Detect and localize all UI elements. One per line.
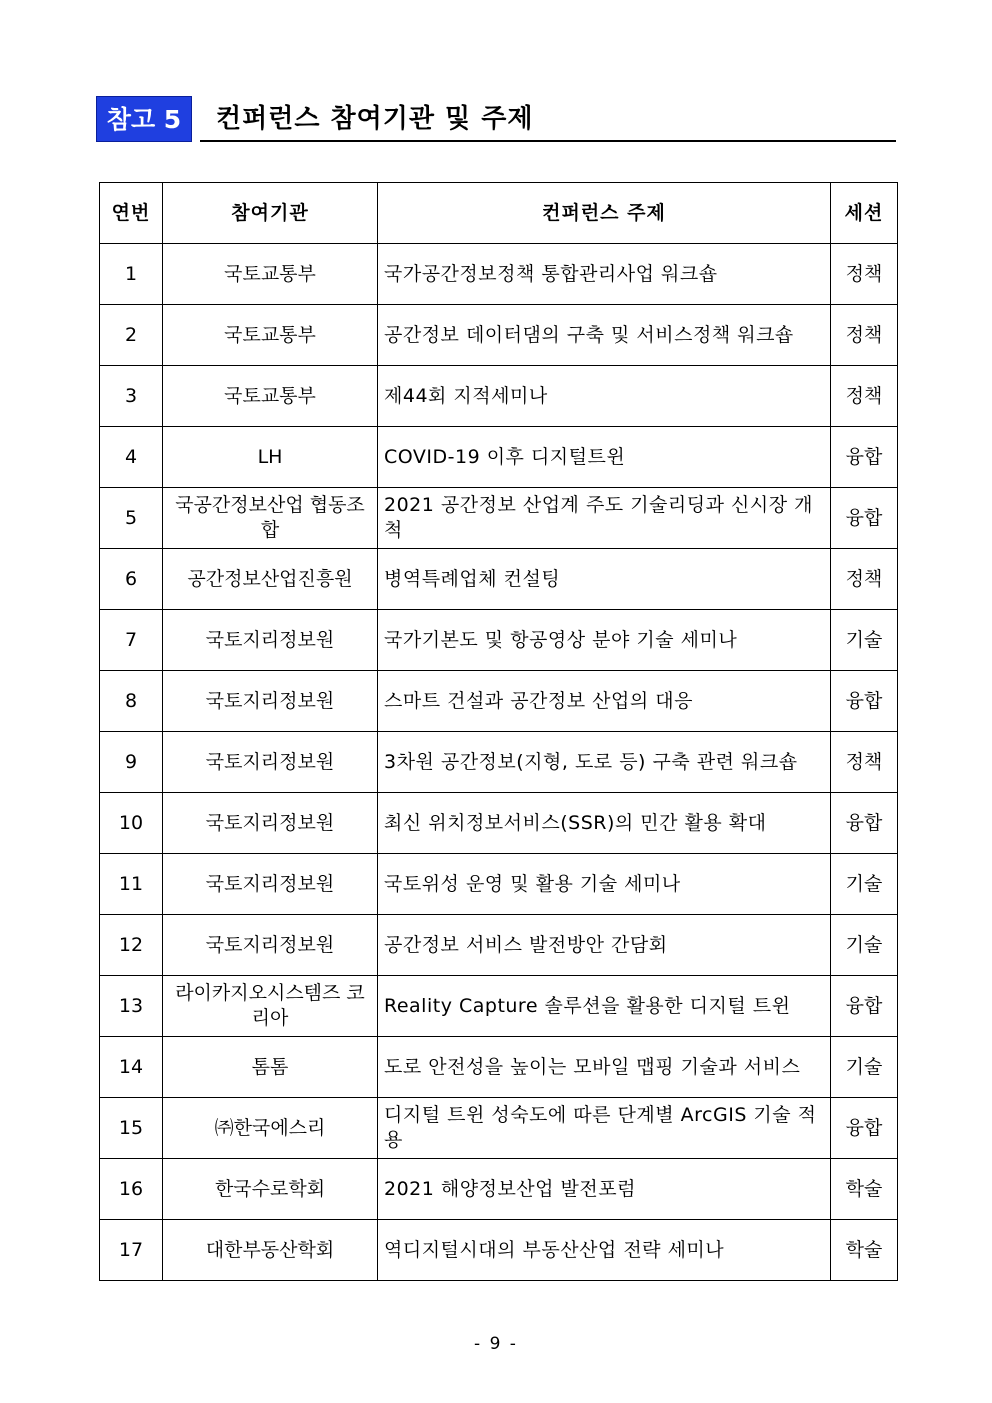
row-topic: 국가기본도 및 항공영상 분야 기술 세미나 — [378, 610, 831, 671]
table-row — [100, 976, 898, 1037]
table-row — [100, 915, 898, 976]
row-number: 11 — [100, 854, 163, 915]
row-number: 2 — [100, 305, 163, 366]
conference-table — [99, 182, 898, 1281]
column-header-session: 세션 — [831, 183, 898, 244]
row-number: 6 — [100, 549, 163, 610]
row-topic: 도로 안전성을 높이는 모바일 맵핑 기술과 서비스 — [378, 1037, 831, 1098]
row-number: 8 — [100, 671, 163, 732]
table-row — [100, 366, 898, 427]
row-session: 정책 — [831, 366, 898, 427]
row-topic: 국가공간정보정책 통합관리사업 워크숍 — [378, 244, 831, 305]
row-session: 융합 — [831, 488, 898, 549]
row-topic: 제44회 지적세미나 — [378, 366, 831, 427]
row-session: 기술 — [831, 854, 898, 915]
table-row — [100, 854, 898, 915]
row-session: 기술 — [831, 915, 898, 976]
row-session: 기술 — [831, 1037, 898, 1098]
row-session: 정책 — [831, 732, 898, 793]
row-organization: 국공간정보산업 협동조합 — [163, 488, 378, 549]
column-header-no: 연번 — [100, 183, 163, 244]
row-organization: 한국수로학회 — [163, 1159, 378, 1220]
row-topic: 역디지털시대의 부동산산업 전략 세미나 — [378, 1220, 831, 1281]
table-row — [100, 549, 898, 610]
row-organization: 국토지리정보원 — [163, 854, 378, 915]
row-organization: 톰톰 — [163, 1037, 378, 1098]
table-row — [100, 1037, 898, 1098]
row-session: 학술 — [831, 1220, 898, 1281]
page-title: 컨퍼런스 참여기관 및 주제 — [216, 104, 534, 134]
row-topic: 2021 공간정보 산업계 주도 기술리딩과 신시장 개척 — [378, 488, 831, 549]
table-row — [100, 1159, 898, 1220]
row-topic: 공간정보 서비스 발전방안 간담회 — [378, 915, 831, 976]
section-header — [96, 96, 896, 144]
table-row — [100, 1220, 898, 1281]
row-topic: 디지털 트윈 성숙도에 따른 단계별 ArcGIS 기술 적용 — [378, 1098, 831, 1159]
page-number: - 9 - — [474, 1334, 518, 1354]
table-row — [100, 732, 898, 793]
row-number: 17 — [100, 1220, 163, 1281]
row-session: 융합 — [831, 427, 898, 488]
row-topic: COVID-19 이후 디지털트윈 — [378, 427, 831, 488]
table-row — [100, 671, 898, 732]
row-organization: 국토지리정보원 — [163, 610, 378, 671]
row-number: 9 — [100, 732, 163, 793]
row-organization: 국토지리정보원 — [163, 732, 378, 793]
table-row — [100, 427, 898, 488]
table-row — [100, 305, 898, 366]
row-organization: ㈜한국에스리 — [163, 1098, 378, 1159]
row-session: 융합 — [831, 976, 898, 1037]
row-topic: 3차원 공간정보(지형, 도로 등) 구축 관련 워크숍 — [378, 732, 831, 793]
table-body — [100, 244, 898, 1281]
row-organization: 국토지리정보원 — [163, 915, 378, 976]
row-number: 14 — [100, 1037, 163, 1098]
column-header-topic: 컨퍼런스 주제 — [378, 183, 831, 244]
row-number: 12 — [100, 915, 163, 976]
row-number: 13 — [100, 976, 163, 1037]
row-number: 15 — [100, 1098, 163, 1159]
row-session: 융합 — [831, 671, 898, 732]
row-number: 10 — [100, 793, 163, 854]
table-row — [100, 1098, 898, 1159]
table-header-row — [100, 183, 898, 244]
row-session: 기술 — [831, 610, 898, 671]
title-underline — [200, 140, 896, 142]
row-number: 5 — [100, 488, 163, 549]
row-topic: 병역특례업체 컨설팅 — [378, 549, 831, 610]
row-number: 16 — [100, 1159, 163, 1220]
row-session: 정책 — [831, 244, 898, 305]
row-organization: 국토교통부 — [163, 244, 378, 305]
row-topic: Reality Capture 솔루션을 활용한 디지털 트윈 — [378, 976, 831, 1037]
table-row — [100, 793, 898, 854]
row-organization: 국토교통부 — [163, 366, 378, 427]
table-row — [100, 610, 898, 671]
row-organization: LH — [163, 427, 378, 488]
row-session: 정책 — [831, 549, 898, 610]
column-header-org: 참여기관 — [163, 183, 378, 244]
row-session: 정책 — [831, 305, 898, 366]
row-session: 학술 — [831, 1159, 898, 1220]
row-topic: 공간정보 데이터댐의 구축 및 서비스정책 워크숍 — [378, 305, 831, 366]
row-number: 3 — [100, 366, 163, 427]
row-session: 융합 — [831, 793, 898, 854]
row-organization: 대한부동산학회 — [163, 1220, 378, 1281]
row-number: 4 — [100, 427, 163, 488]
row-session: 융합 — [831, 1098, 898, 1159]
table-row — [100, 488, 898, 549]
row-organization: 국토지리정보원 — [163, 671, 378, 732]
row-organization: 국토교통부 — [163, 305, 378, 366]
table-row — [100, 244, 898, 305]
row-topic: 최신 위치정보서비스(SSR)의 민간 활용 확대 — [378, 793, 831, 854]
row-organization: 공간정보산업진흥원 — [163, 549, 378, 610]
row-number: 1 — [100, 244, 163, 305]
reference-badge: 참고 5 — [96, 96, 192, 142]
row-topic: 2021 해양정보산업 발전포럼 — [378, 1159, 831, 1220]
row-organization: 라이카지오시스템즈 코리아 — [163, 976, 378, 1037]
row-topic: 스마트 건설과 공간정보 산업의 대응 — [378, 671, 831, 732]
row-topic: 국토위성 운영 및 활용 기술 세미나 — [378, 854, 831, 915]
row-number: 7 — [100, 610, 163, 671]
row-organization: 국토지리정보원 — [163, 793, 378, 854]
